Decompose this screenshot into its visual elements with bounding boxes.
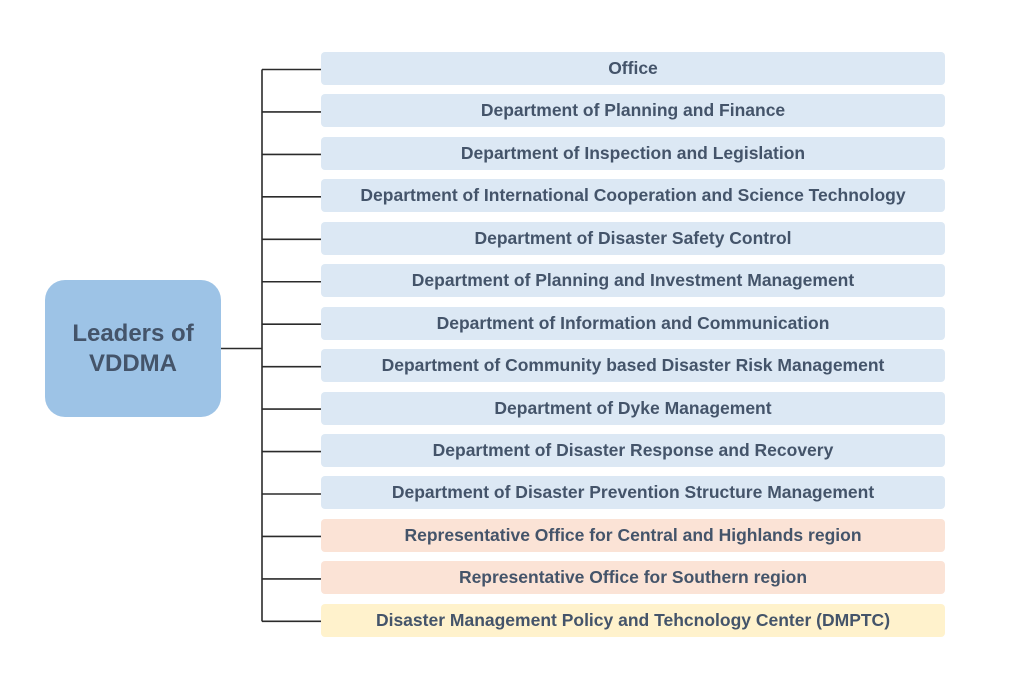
unit-box-department	[321, 94, 945, 127]
unit-box-department	[321, 179, 945, 212]
root-label-line-2: VDDMA	[89, 349, 177, 377]
unit-box-department	[321, 476, 945, 509]
unit-box-center	[321, 604, 945, 637]
unit-label: Department of Dyke Management	[494, 397, 772, 418]
unit-label: Department of Inspection and Legislation	[460, 142, 806, 163]
unit-label: Disaster Management Policy and Tehcnology Center (DMPTC)	[375, 609, 891, 630]
unit-box-regional	[321, 561, 945, 594]
unit-box-regional	[321, 519, 945, 552]
unit-label: Department of Community based Disaster Risk Management	[381, 355, 885, 376]
unit-label: Department of Disaster Safety Control	[474, 227, 792, 248]
unit-box-department	[321, 307, 945, 340]
unit-label: Department of International Cooperation and Science Technology	[360, 185, 906, 206]
unit-box-department	[321, 137, 945, 170]
unit-label: Department of Information and Communication	[436, 312, 830, 333]
unit-label: Department of Planning and Finance	[480, 100, 786, 121]
unit-box-department	[321, 222, 945, 255]
unit-label: Representative Office for Central and Highlands region	[404, 524, 862, 545]
unit-box-department	[321, 392, 945, 425]
unit-box-department	[321, 349, 945, 382]
unit-label: Department of Planning and Investment Management	[411, 270, 855, 291]
unit-box-department	[321, 434, 945, 467]
unit-box-department	[321, 52, 945, 85]
unit-label: Office	[608, 58, 658, 78]
unit-label: Representative Office for Southern region	[458, 567, 808, 588]
unit-label: Department of Disaster Response and Recovery	[432, 439, 834, 460]
unit-label: Department of Disaster Prevention Structure Management	[391, 482, 875, 503]
root-node-leaders	[45, 280, 221, 417]
unit-list	[321, 52, 945, 646]
unit-box-department	[321, 264, 945, 297]
root-label-line-1: Leaders of	[72, 319, 194, 347]
